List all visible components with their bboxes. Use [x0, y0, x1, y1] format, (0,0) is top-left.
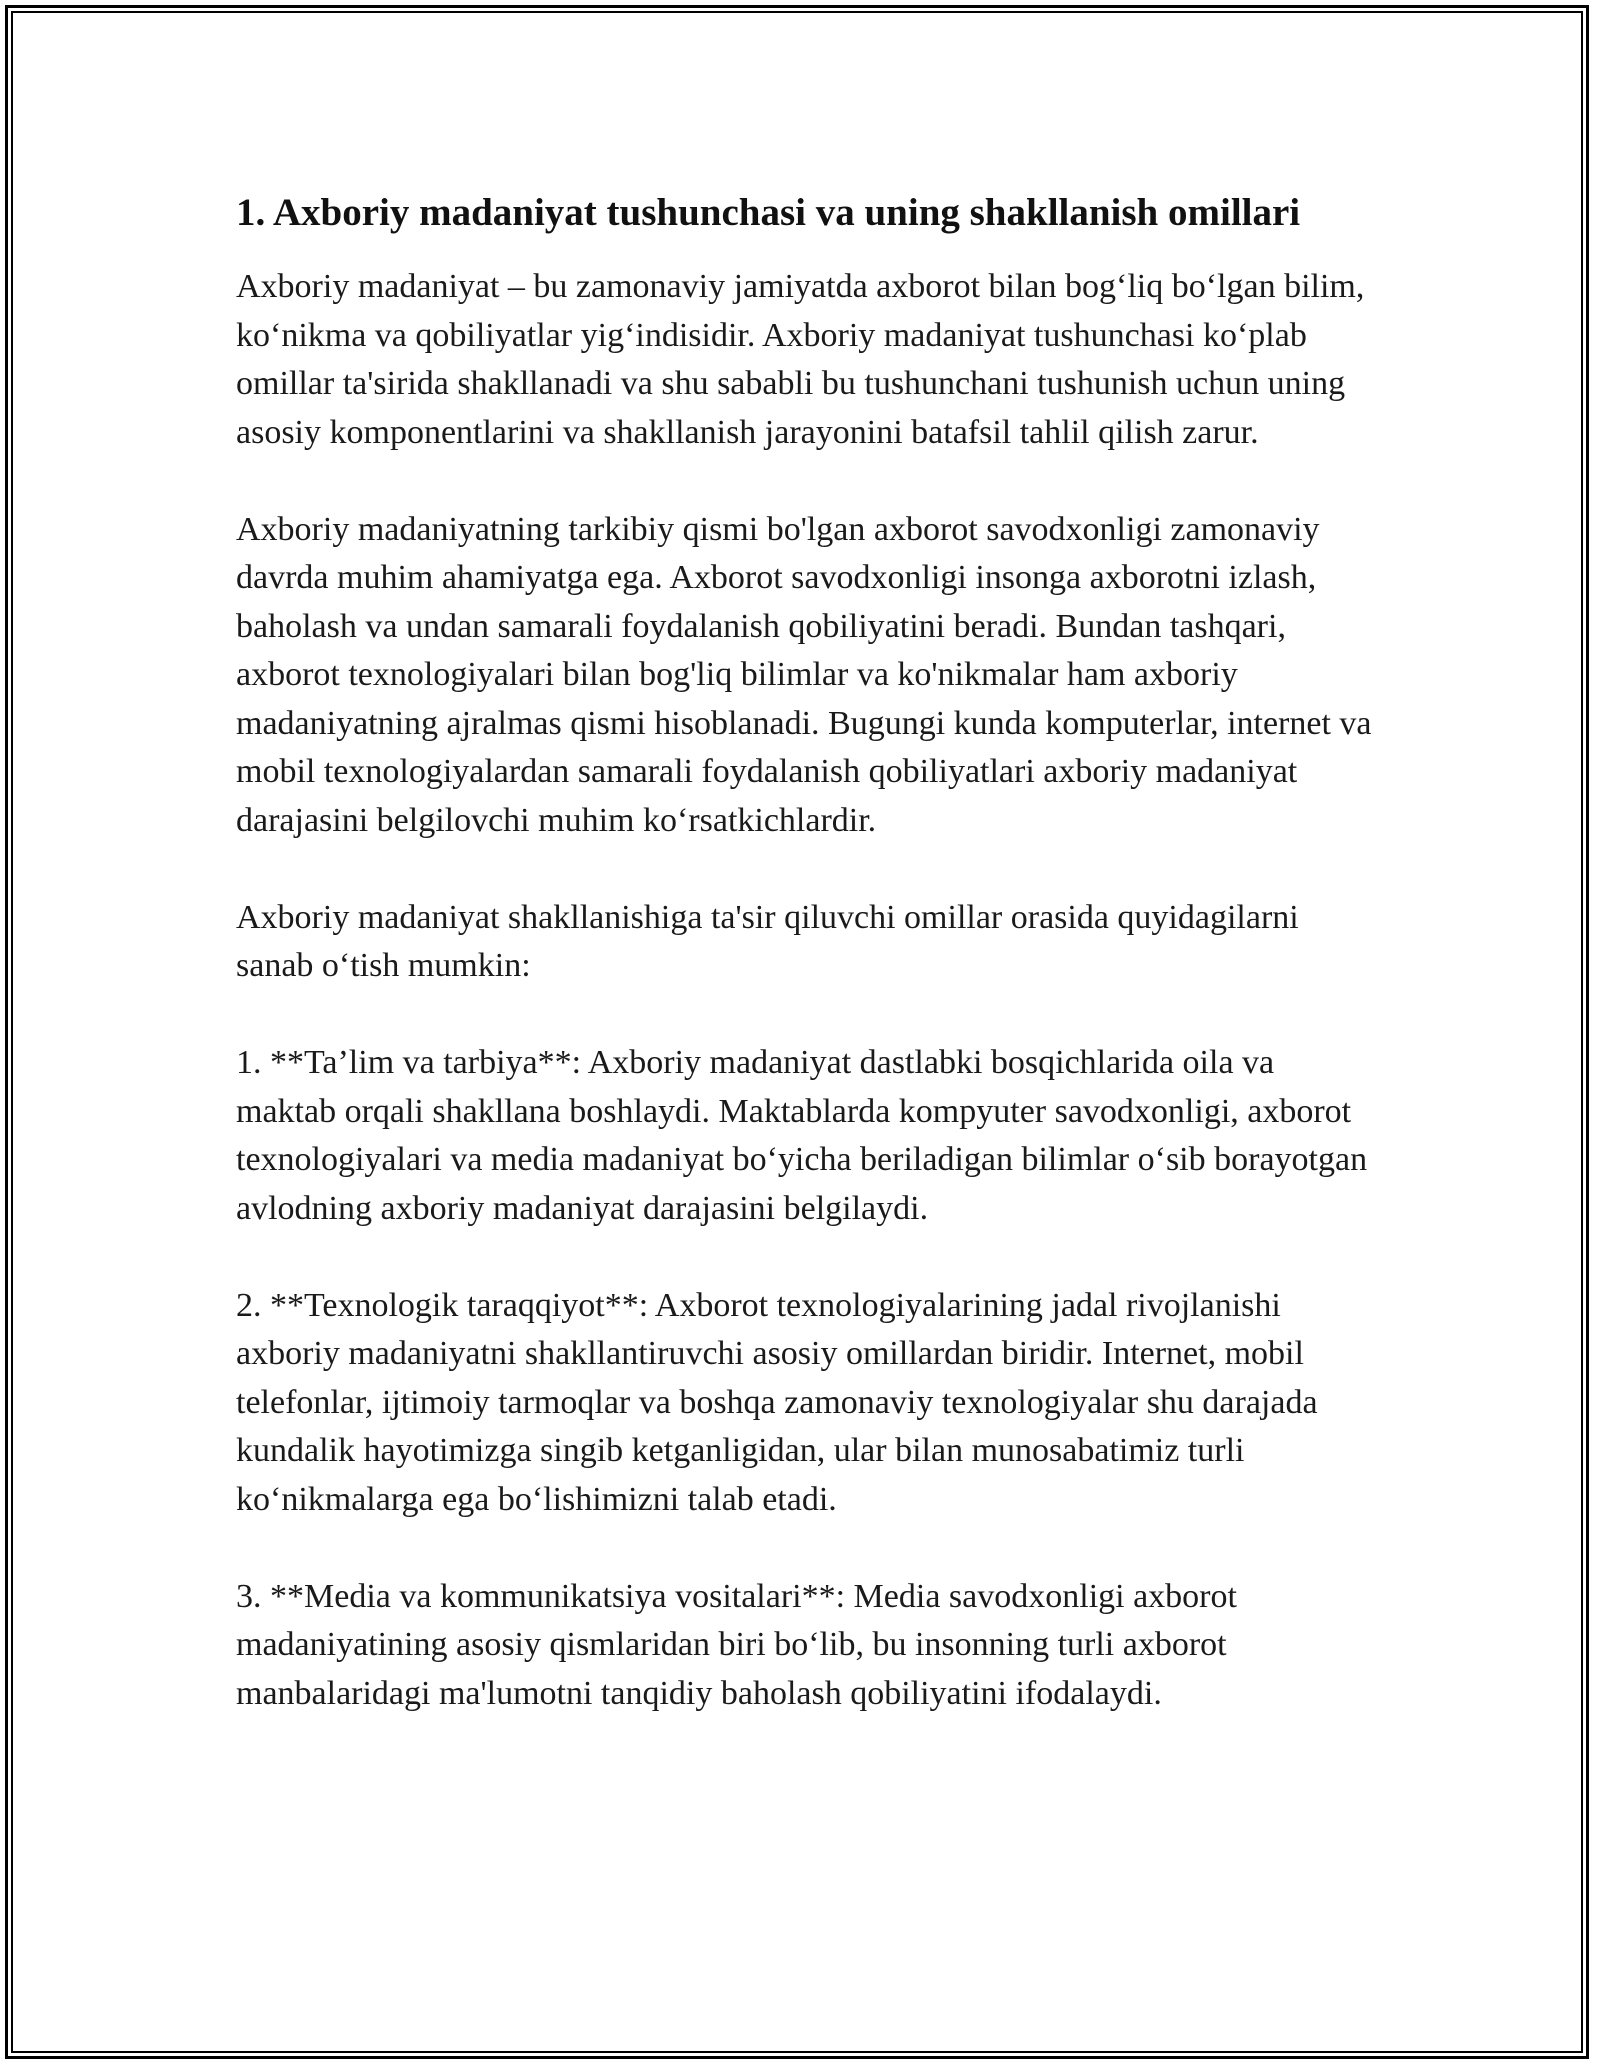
list-item-technology: 2. **Texnologik taraqqiyot**: Axborot texnologiyalarining jadal rivojlanishi axboriy madaniyatni shakllantiruvchi asosiy omillardan biridir. Internet, mobil telefonlar, ijtimoiy tarmoqlar va boshqa zamonaviy texnologiyalar shu darajada kundalik hayotimizga singib ketganligidan, ular bilan munosabatimiz turli ko‘nikmalarga ega bo‘lishimizni talab etadi. [236, 1286, 1318, 1518]
paragraph-factors-intro: Axboriy madaniyat shakllanishiga ta'sir qiluvchi omillar orasida quyidagilarni sanab o‘tish mumkin: [236, 898, 1299, 984]
list-item-education: 1. **Ta’lim va tarbiya**: Axboriy madaniyat dastlabki bosqichlarida oila va maktab orqali shakllana boshlaydi. Maktablarda kompyuter savodxonligi, axborot texnologiyalari va media madaniyat bo‘yicha beriladigan bilimlar o‘sib borayotgan avlodning axboriy madaniyat darajasini belgilaydi. [236, 1044, 1368, 1227]
section-heading: 1. Axboriy madaniyat tushunchasi va uning shakllanish omillari [236, 191, 1301, 234]
list-item-media: 3. **Media va kommunikatsiya vositalari**: Media savodxonligi axborot madaniyatining asosiy qismlaridan biri bo‘lib, bu insonning turli axborot manbalaridagi ma'lumotni tanqidiy baholash qobiliyatini ifodalaydi. [236, 1577, 1237, 1712]
paragraph-definition: Axboriy madaniyat – bu zamonaviy jamiyatda axborot bilan bog‘liq bo‘lgan bilim, ko‘nikma va qobiliyatlar yig‘indisidir. Axboriy madaniyat tushunchasi ko‘plab omillar ta'sirida shakllanadi va shu sababli bu tushunchani tushunish uchun uning asosiy komponentlarini va shakllanish jarayonini batafsil tahlil qilish zarur. [236, 268, 1365, 451]
document-body [236, 185, 1376, 1718]
paragraph-information-literacy: Axboriy madaniyatning tarkibiy qismi bo'lgan axborot savodxonligi zamonaviy davrda muhim ahamiyatga ega. Axborot savodxonligi insonga axborotni izlash, baholash va undan samarali foydalanish qobiliyatini beradi. Bundan tashqari, axborot texnologiyalari bilan bog'liq bilimlar va ko'nikmalar ham axboriy madaniyatning ajralmas qismi hisoblanadi. Bugungi kunda komputerlar, internet va mobil texnologiyalardan samarali foydalanish qobiliyatlari axboriy madaniyat darajasini belgilovchi muhim ko‘rsatkichlardir. [236, 510, 1372, 839]
